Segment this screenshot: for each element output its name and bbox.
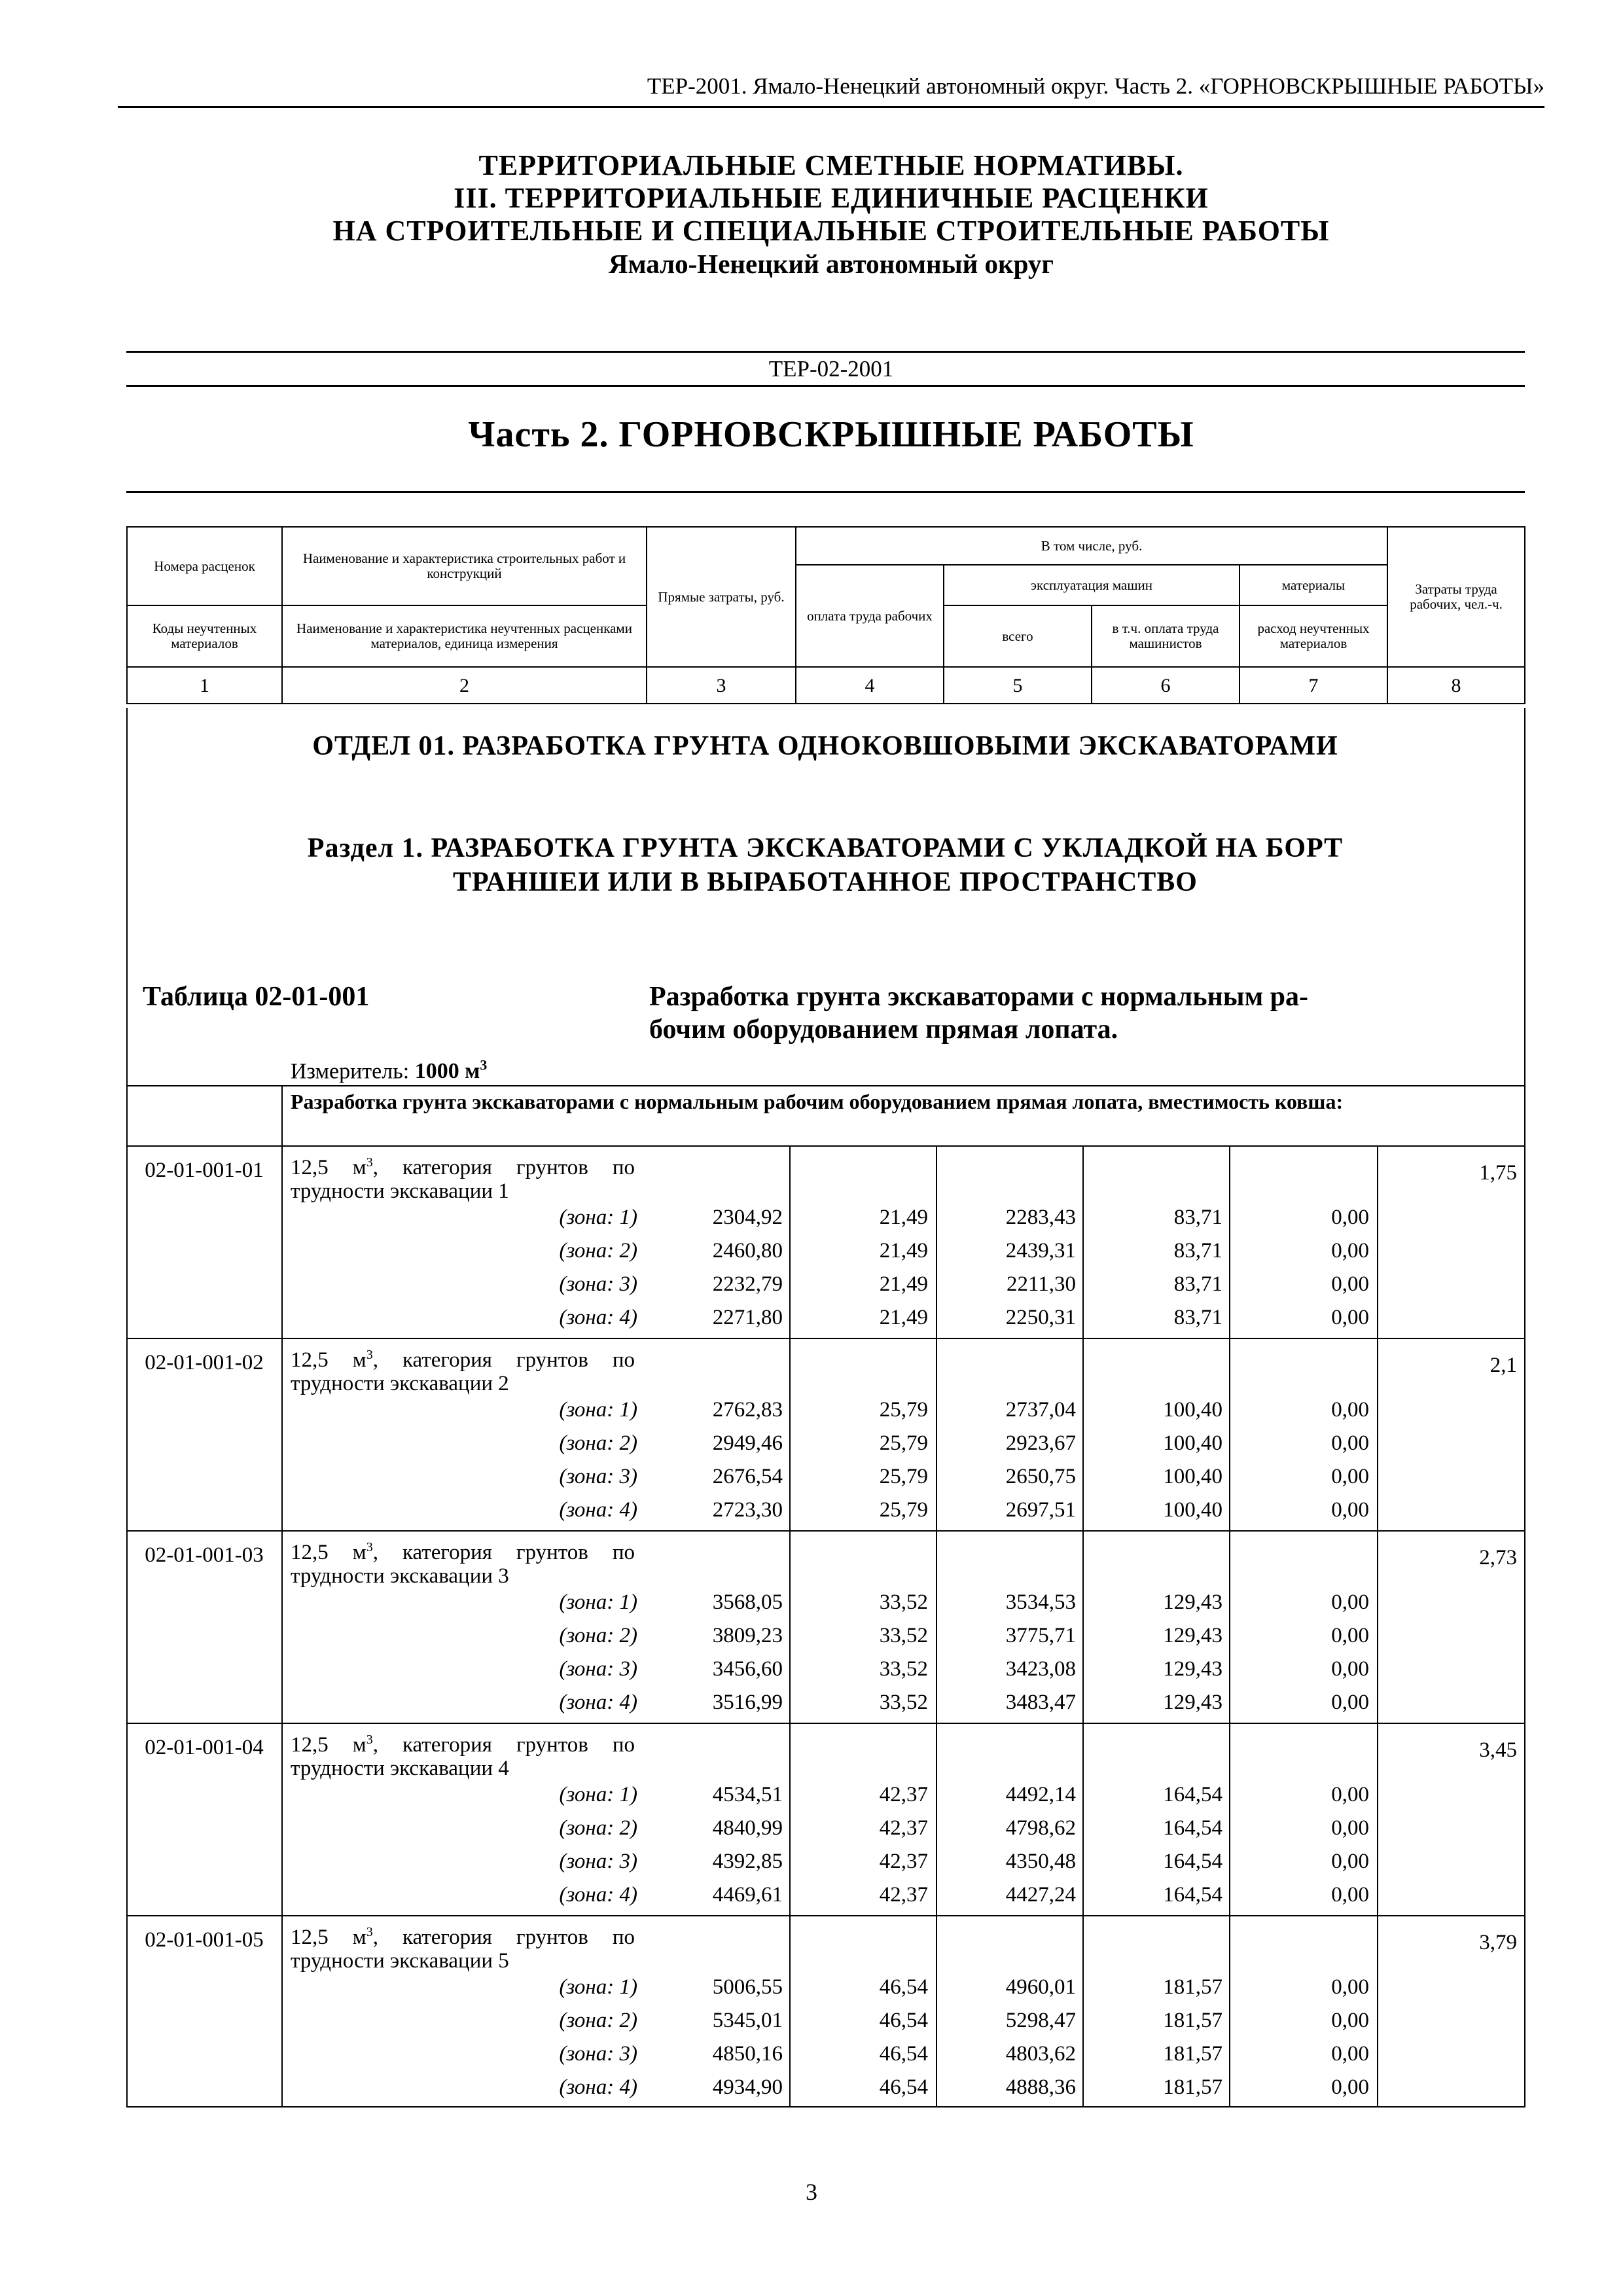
header-codes-title: Номера расценок xyxy=(127,527,282,605)
title-line-1: ТЕРРИТОРИАЛЬНЫЕ СМЕТНЫЕ НОРМАТИВЫ. xyxy=(478,149,1184,181)
column-divider xyxy=(789,1145,791,1338)
machines-labor-value: 164,54 xyxy=(1163,1850,1222,1873)
section-title-line-1: Раздел 1. РАЗРАБОТКА ГРУНТА ЭКСКАВАТОРАМИ С УКЛАДКОЙ НА БОРТ xyxy=(307,833,1344,863)
labor-pay-value: 25,79 xyxy=(879,1498,928,1522)
labor-pay-value: 42,37 xyxy=(879,1816,928,1840)
zone-label: (зона: 2) xyxy=(559,1431,637,1455)
materials-value: 0,00 xyxy=(1331,1590,1369,1614)
rate-description xyxy=(291,1920,635,1973)
unit-exponent: 3 xyxy=(366,1540,373,1554)
table-description-line-2: бочим оборудованием прямая лопата. xyxy=(649,1014,1118,1045)
machines-total-value: 4427,24 xyxy=(1005,1883,1076,1907)
group-divider xyxy=(281,1085,283,1145)
labor-pay-value: 25,79 xyxy=(879,1431,928,1455)
machines-total-value: 5298,47 xyxy=(1005,2009,1076,2032)
zone-label: (зона: 3) xyxy=(559,2042,637,2066)
machines-labor-value: 129,43 xyxy=(1163,1691,1222,1714)
machines-labor-value: 83,71 xyxy=(1173,1206,1222,1229)
materials-value: 0,00 xyxy=(1331,1624,1369,1647)
rate-code: 02-01-001-03 xyxy=(145,1543,264,1567)
header-direct-costs: Прямые затраты, руб. xyxy=(647,527,796,667)
column-number: 1 xyxy=(127,667,282,704)
column-divider xyxy=(281,1145,283,1338)
row-divider xyxy=(126,1530,1524,1532)
row-divider xyxy=(126,1338,1524,1339)
measure-exponent: 3 xyxy=(480,1057,488,1073)
machines-labor-value: 129,43 xyxy=(1163,1590,1222,1614)
rate-description-text: , категория грунтов по трудности экскавации 5 xyxy=(291,1926,635,1973)
materials-value: 0,00 xyxy=(1331,1498,1369,1522)
machines-labor-value: 164,54 xyxy=(1163,1883,1222,1907)
materials-value: 0,00 xyxy=(1331,1691,1369,1714)
zone-label: (зона: 2) xyxy=(559,1624,637,1647)
labor-pay-value: 21,49 xyxy=(879,1306,928,1329)
labor-pay-value: 21,49 xyxy=(879,1272,928,1296)
machines-total-value: 4803,62 xyxy=(1005,2042,1076,2066)
direct-cost-value: 2460,80 xyxy=(712,1239,783,1263)
column-divider xyxy=(789,1915,791,2108)
labor-pay-value: 46,54 xyxy=(879,1975,928,1999)
column-divider xyxy=(1082,1145,1084,1338)
labor-costs: 2,1 xyxy=(1489,1354,1517,1377)
rate-description-text: , категория грунтов по трудности экскавации 2 xyxy=(291,1348,635,1395)
column-divider xyxy=(1229,1915,1230,2108)
title-line-4: Ямало-Ненецкий автономный округ xyxy=(609,249,1054,279)
measure-label: Измеритель: xyxy=(291,1059,410,1084)
column-divider xyxy=(1377,1145,1378,1338)
column-number: 5 xyxy=(944,667,1092,704)
running-header: ТЕР-2001. Ямало-Ненецкий автономный округ. Часть 2. «ГОРНОВСКРЫШНЫЕ РАБОТЫ» xyxy=(647,73,1544,99)
measure-value: 1000 м xyxy=(414,1059,480,1084)
machines-total-value: 4888,36 xyxy=(1005,2075,1076,2099)
row-divider xyxy=(126,1915,1524,1916)
machines-labor-value: 100,40 xyxy=(1163,1431,1222,1455)
table-label: Таблица 02-01-001 xyxy=(143,982,370,1012)
column-divider xyxy=(936,1145,937,1338)
labor-pay-value: 33,52 xyxy=(879,1590,928,1614)
labor-costs: 1,75 xyxy=(1479,1161,1517,1185)
header-machines-labor: в т.ч. оплата труда машинистов xyxy=(1092,605,1240,667)
rate-code: 02-01-001-02 xyxy=(145,1351,264,1374)
unit-prefix: 12,5 м xyxy=(291,1156,366,1179)
machines-total-value: 4960,01 xyxy=(1005,1975,1076,1999)
header-materials-unaccounted: расход неучтенных материалов xyxy=(1240,605,1387,667)
unit-prefix: 12,5 м xyxy=(291,1541,366,1564)
machines-total-value: 2211,30 xyxy=(1006,1272,1076,1296)
machines-total-value: 4798,62 xyxy=(1005,1816,1076,1840)
labor-pay-value: 33,52 xyxy=(879,1624,928,1647)
labor-pay-value: 42,37 xyxy=(879,1850,928,1873)
machines-total-value: 4350,48 xyxy=(1005,1850,1076,1873)
materials-value: 0,00 xyxy=(1331,2009,1369,2032)
materials-value: 0,00 xyxy=(1331,1306,1369,1329)
document-title xyxy=(118,149,1544,280)
unit-prefix: 12,5 м xyxy=(291,1733,366,1757)
machines-labor-value: 100,40 xyxy=(1163,1498,1222,1522)
labor-pay-value: 42,37 xyxy=(879,1883,928,1907)
materials-value: 0,00 xyxy=(1331,1816,1369,1840)
group-rule-bottom xyxy=(126,1145,1524,1147)
rate-description xyxy=(291,1343,635,1395)
section-title-line-2: ТРАНШЕИ ИЛИ В ВЫРАБОТАННОЕ ПРОСТРАНСТВО xyxy=(453,867,1198,897)
column-divider xyxy=(789,1530,791,1723)
column-divider xyxy=(281,1915,283,2108)
machines-labor-value: 129,43 xyxy=(1163,1657,1222,1681)
doc-code-rule-top xyxy=(126,351,1525,353)
machines-total-value: 2697,51 xyxy=(1005,1498,1076,1522)
section-title xyxy=(126,831,1524,899)
labor-pay-value: 25,79 xyxy=(879,1398,928,1422)
direct-cost-value: 4840,99 xyxy=(712,1816,783,1840)
machines-total-value: 2250,31 xyxy=(1005,1306,1076,1329)
labor-pay-value: 33,52 xyxy=(879,1691,928,1714)
column-divider xyxy=(936,1723,937,1915)
column-divider xyxy=(1229,1530,1230,1723)
materials-value: 0,00 xyxy=(1331,1239,1369,1263)
group-rule-top xyxy=(126,1085,1524,1086)
direct-cost-value: 5345,01 xyxy=(712,2009,783,2032)
unit-exponent: 3 xyxy=(366,1925,373,1939)
zone-label: (зона: 1) xyxy=(559,1975,637,1999)
zone-label: (зона: 1) xyxy=(559,1206,637,1229)
rate-description xyxy=(291,1151,635,1203)
zone-label: (зона: 4) xyxy=(559,1691,637,1714)
rate-code: 02-01-001-01 xyxy=(145,1158,264,1182)
labor-pay-value: 21,49 xyxy=(879,1206,928,1229)
zone-label: (зона: 4) xyxy=(559,1306,637,1329)
zone-label: (зона: 4) xyxy=(559,2075,637,2099)
measure-unit xyxy=(291,1051,487,1086)
materials-value: 0,00 xyxy=(1331,1206,1369,1229)
direct-cost-value: 3516,99 xyxy=(712,1691,783,1714)
header-name-sub: Наименование и характеристика неучтенных расценками материалов, единица измерения xyxy=(282,605,647,667)
direct-cost-value: 4534,51 xyxy=(712,1783,783,1806)
zone-label: (зона: 3) xyxy=(559,1465,637,1488)
machines-labor-value: 83,71 xyxy=(1173,1272,1222,1296)
machines-total-value: 2283,43 xyxy=(1005,1206,1076,1229)
direct-cost-value: 4392,85 xyxy=(712,1850,783,1873)
materials-value: 0,00 xyxy=(1331,1431,1369,1455)
labor-pay-value: 46,54 xyxy=(879,2009,928,2032)
direct-cost-value: 3456,60 xyxy=(712,1657,783,1681)
labor-costs: 3,45 xyxy=(1479,1738,1517,1762)
column-number: 6 xyxy=(1092,667,1240,704)
direct-cost-value: 2949,46 xyxy=(712,1431,783,1455)
materials-value: 0,00 xyxy=(1331,1398,1369,1422)
labor-pay-value: 46,54 xyxy=(879,2075,928,2099)
zone-label: (зона: 3) xyxy=(559,1657,637,1681)
zone-label: (зона: 2) xyxy=(559,1816,637,1840)
machines-total-value: 2923,67 xyxy=(1005,1431,1076,1455)
column-divider xyxy=(936,1530,937,1723)
rate-description-text: , категория грунтов по трудности экскавации 4 xyxy=(291,1733,635,1780)
column-divider xyxy=(281,1338,283,1530)
direct-cost-value: 2676,54 xyxy=(712,1465,783,1488)
direct-cost-value: 4469,61 xyxy=(712,1883,783,1907)
machines-labor-value: 164,54 xyxy=(1163,1816,1222,1840)
labor-pay-value: 25,79 xyxy=(879,1465,928,1488)
zone-label: (зона: 3) xyxy=(559,1850,637,1873)
row-divider xyxy=(126,1723,1524,1724)
header-machines-total: всего xyxy=(944,605,1092,667)
direct-cost-value: 3568,05 xyxy=(712,1590,783,1614)
machines-total-value: 3483,47 xyxy=(1005,1691,1076,1714)
machines-total-value: 3423,08 xyxy=(1005,1657,1076,1681)
materials-value: 0,00 xyxy=(1331,1465,1369,1488)
column-divider xyxy=(789,1723,791,1915)
materials-value: 0,00 xyxy=(1331,1883,1369,1907)
header-labor-costs: Затраты труда рабочих, чел.-ч. xyxy=(1387,527,1525,667)
machines-labor-value: 83,71 xyxy=(1173,1239,1222,1263)
direct-cost-value: 3809,23 xyxy=(712,1624,783,1647)
zone-label: (зона: 4) xyxy=(559,1883,637,1907)
machines-total-value: 3775,71 xyxy=(1005,1624,1076,1647)
materials-value: 0,00 xyxy=(1331,1272,1369,1296)
machines-labor-value: 129,43 xyxy=(1163,1624,1222,1647)
zone-label: (зона: 3) xyxy=(559,1272,637,1296)
title-line-2: III. ТЕРРИТОРИАЛЬНЫЕ ЕДИНИЧНЫЕ РАСЦЕНКИ xyxy=(454,182,1209,214)
materials-value: 0,00 xyxy=(1331,2042,1369,2066)
column-header-table xyxy=(126,526,1525,704)
direct-cost-value: 2723,30 xyxy=(712,1498,783,1522)
labor-pay-value: 33,52 xyxy=(879,1657,928,1681)
direct-cost-value: 2304,92 xyxy=(712,1206,783,1229)
direct-cost-value: 2271,80 xyxy=(712,1306,783,1329)
unit-prefix: 12,5 м xyxy=(291,1926,366,1949)
header-machines: эксплуатация машин xyxy=(944,565,1240,605)
column-divider xyxy=(1377,1915,1378,2108)
machines-total-value: 3534,53 xyxy=(1005,1590,1076,1614)
machines-labor-value: 164,54 xyxy=(1163,1783,1222,1806)
doc-code: ТЕР-02-2001 xyxy=(768,356,894,382)
group-description: Разработка грунта экскаваторами с нормальным рабочим оборудованием прямая лопата, вместимость ковша: xyxy=(291,1090,1344,1113)
column-divider xyxy=(1082,1338,1084,1530)
unit-exponent: 3 xyxy=(366,1155,373,1170)
column-divider xyxy=(281,1723,283,1915)
machines-total-value: 2439,31 xyxy=(1005,1239,1076,1263)
column-number: 2 xyxy=(282,667,647,704)
zone-label: (зона: 1) xyxy=(559,1783,637,1806)
rate-code: 02-01-001-05 xyxy=(145,1928,264,1952)
header-codes-sub: Коды неучтенных материалов xyxy=(127,605,282,667)
direct-cost-value: 2762,83 xyxy=(712,1398,783,1422)
column-divider xyxy=(936,1915,937,2108)
direct-cost-value: 4934,90 xyxy=(712,2075,783,2099)
column-number: 7 xyxy=(1240,667,1387,704)
column-divider xyxy=(281,1530,283,1723)
rate-description xyxy=(291,1728,635,1780)
machines-labor-value: 100,40 xyxy=(1163,1398,1222,1422)
rate-description xyxy=(291,1535,635,1588)
rate-code: 02-01-001-04 xyxy=(145,1736,264,1759)
header-materials: материалы xyxy=(1240,565,1387,605)
materials-value: 0,00 xyxy=(1331,1975,1369,1999)
materials-value: 0,00 xyxy=(1331,2075,1369,2099)
machines-labor-value: 181,57 xyxy=(1163,1975,1222,1999)
unit-prefix: 12,5 м xyxy=(291,1348,366,1372)
column-number: 4 xyxy=(796,667,944,704)
column-divider xyxy=(1082,1530,1084,1723)
column-number: 3 xyxy=(647,667,796,704)
machines-labor-value: 181,57 xyxy=(1163,2009,1222,2032)
machines-labor-value: 181,57 xyxy=(1163,2042,1222,2066)
labor-pay-value: 42,37 xyxy=(879,1783,928,1806)
labor-costs: 3,79 xyxy=(1479,1931,1517,1954)
doc-code-rule-bottom xyxy=(126,385,1525,387)
column-divider xyxy=(1082,1915,1084,2108)
materials-value: 0,00 xyxy=(1331,1657,1369,1681)
labor-pay-value: 46,54 xyxy=(879,2042,928,2066)
column-divider xyxy=(1377,1723,1378,1915)
materials-value: 0,00 xyxy=(1331,1850,1369,1873)
direct-cost-value: 2232,79 xyxy=(712,1272,783,1296)
page-number: 3 xyxy=(806,2179,817,2205)
title-line-3: НА СТРОИТЕЛЬНЫЕ И СПЕЦИАЛЬНЫЕ СТРОИТЕЛЬНЫЕ РАБОТЫ xyxy=(332,215,1330,247)
header-name-title: Наименование и характеристика строительных работ и конструкций xyxy=(282,527,647,605)
column-divider xyxy=(789,1338,791,1530)
direct-cost-value: 4850,16 xyxy=(712,2042,783,2066)
machines-total-value: 2650,75 xyxy=(1005,1465,1076,1488)
zone-label: (зона: 1) xyxy=(559,1590,637,1614)
labor-pay-value: 21,49 xyxy=(879,1239,928,1263)
unit-exponent: 3 xyxy=(366,1348,373,1362)
department-title: ОТДЕЛ 01. РАЗРАБОТКА ГРУНТА ОДНОКОВШОВЫМИ ЭКСКАВАТОРАМИ xyxy=(312,731,1338,761)
header-labor-pay: оплата труда рабочих xyxy=(796,565,944,667)
machines-labor-value: 181,57 xyxy=(1163,2075,1222,2099)
zone-label: (зона: 2) xyxy=(559,2009,637,2032)
header-including: В том числе, руб. xyxy=(796,527,1387,565)
column-number: 8 xyxy=(1387,667,1525,704)
rate-description-text: , категория грунтов по трудности экскавации 3 xyxy=(291,1541,635,1588)
column-divider xyxy=(1229,1338,1230,1530)
column-divider xyxy=(1229,1723,1230,1915)
table-description-line-1: Разработка грунта экскаваторами с нормальным ра- xyxy=(649,982,1309,1012)
unit-exponent: 3 xyxy=(366,1732,373,1747)
table-description xyxy=(649,980,1454,1046)
machines-total-value: 4492,14 xyxy=(1005,1783,1076,1806)
part-title-rule xyxy=(126,491,1525,493)
part-title: Часть 2. ГОРНОВСКРЫШНЫЕ РАБОТЫ xyxy=(468,414,1194,455)
direct-cost-value: 5006,55 xyxy=(712,1975,783,1999)
column-divider xyxy=(1229,1145,1230,1338)
zone-label: (зона: 2) xyxy=(559,1239,637,1263)
labor-costs: 2,73 xyxy=(1479,1546,1517,1570)
zone-label: (зона: 1) xyxy=(559,1398,637,1422)
column-divider xyxy=(1082,1723,1084,1915)
machines-labor-value: 83,71 xyxy=(1173,1306,1222,1329)
column-divider xyxy=(1377,1530,1378,1723)
rate-description-text: , категория грунтов по трудности экскавации 1 xyxy=(291,1156,635,1203)
zone-label: (зона: 4) xyxy=(559,1498,637,1522)
materials-value: 0,00 xyxy=(1331,1783,1369,1806)
machines-labor-value: 100,40 xyxy=(1163,1465,1222,1488)
column-divider xyxy=(936,1338,937,1530)
machines-total-value: 2737,04 xyxy=(1005,1398,1076,1422)
header-rule xyxy=(118,106,1544,108)
column-divider xyxy=(1377,1338,1378,1530)
